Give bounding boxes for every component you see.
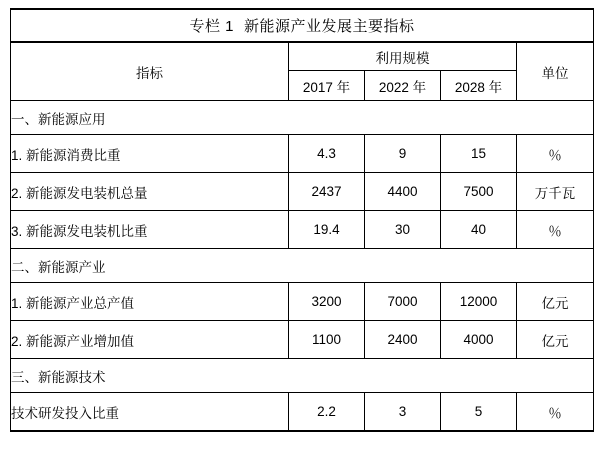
- header-year-2022: 2022 年: [365, 71, 441, 101]
- header-unit: 单位: [517, 42, 594, 101]
- row-value-2022: 30: [365, 211, 441, 249]
- row-value-2022: 4400: [365, 173, 441, 211]
- row-value-2022: 9: [365, 135, 441, 173]
- table-row: [11, 321, 594, 359]
- row-value-2028: 40: [441, 211, 517, 249]
- table-row: [11, 101, 594, 135]
- table-row: [11, 173, 594, 211]
- row-value-2028: 15: [441, 135, 517, 173]
- row-value-2017: 2.2: [289, 393, 365, 432]
- indicators-table: [10, 8, 594, 432]
- table-row: [11, 211, 594, 249]
- row-unit: 亿元: [517, 321, 594, 359]
- header-scope: 利用规模: [289, 42, 517, 71]
- row-unit: ％: [517, 211, 594, 249]
- row-value-2028: 7500: [441, 173, 517, 211]
- title-number: 专栏 1: [189, 18, 234, 35]
- row-value-2028: 5: [441, 393, 517, 432]
- title-text: 新能源产业发展主要指标: [244, 18, 415, 35]
- table-title-row: [11, 9, 594, 42]
- row-value-2028: 12000: [441, 283, 517, 321]
- header-year-2017: 2017 年: [289, 71, 365, 101]
- row-unit: 万千瓦: [517, 173, 594, 211]
- header-row-top: [11, 42, 594, 71]
- row-label: 1. 新能源产业总产值: [11, 283, 289, 321]
- row-value-2017: 3200: [289, 283, 365, 321]
- row-value-2017: 2437: [289, 173, 365, 211]
- row-value-2028: 4000: [441, 321, 517, 359]
- table-row: [11, 135, 594, 173]
- table-row: [11, 283, 594, 321]
- row-value-2017: 19.4: [289, 211, 365, 249]
- header-year-2028: 2028 年: [441, 71, 517, 101]
- row-label: 1. 新能源消费比重: [11, 135, 289, 173]
- row-value-2022: 7000: [365, 283, 441, 321]
- row-unit: 亿元: [517, 283, 594, 321]
- section-heading: 二、新能源产业: [11, 249, 594, 283]
- table-title: [11, 9, 594, 42]
- row-label: 2. 新能源发电装机总量: [11, 173, 289, 211]
- row-value-2017: 1100: [289, 321, 365, 359]
- table-row: [11, 393, 594, 432]
- section-heading: 三、新能源技术: [11, 359, 594, 393]
- table-row: [11, 249, 594, 283]
- section-heading: 一、新能源应用: [11, 101, 594, 135]
- row-value-2017: 4.3: [289, 135, 365, 173]
- row-unit: ％: [517, 135, 594, 173]
- row-label: 3. 新能源发电装机比重: [11, 211, 289, 249]
- row-unit: ％: [517, 393, 594, 432]
- row-label: 2. 新能源产业增加值: [11, 321, 289, 359]
- row-label: 技术研发投入比重: [11, 393, 289, 432]
- table-row: [11, 359, 594, 393]
- row-value-2022: 3: [365, 393, 441, 432]
- row-value-2022: 2400: [365, 321, 441, 359]
- header-indicator: 指标: [11, 42, 289, 101]
